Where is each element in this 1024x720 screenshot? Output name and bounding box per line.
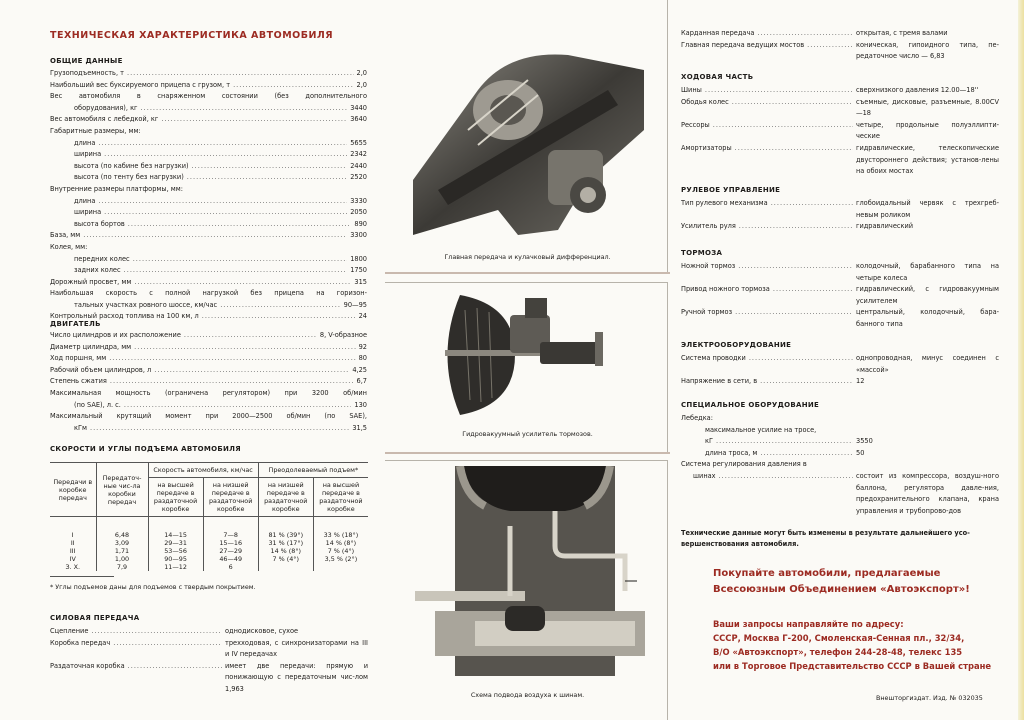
leader-dots [202, 311, 356, 323]
leader-dots [760, 448, 853, 460]
section-title-brakes: ТОРМОЗА [681, 249, 723, 257]
winch-label: Лебедка: [681, 414, 713, 422]
climb-high-cell [313, 563, 368, 571]
spec-value: 8, V-образное [319, 331, 367, 339]
leader-dots [716, 436, 853, 448]
spec-label: Шины [681, 86, 702, 94]
leader-dots [134, 277, 351, 289]
footnote-rule [50, 576, 114, 577]
section-title-speeds: СКОРОСТИ И УГЛЫ ПОДЪЕМА АВТОМОБИЛЯ [50, 445, 241, 453]
spec-row [681, 198, 999, 221]
spec-value: 315 [354, 277, 367, 286]
spec-value: 5655 [350, 138, 367, 147]
differential-illustration [408, 30, 644, 235]
spec-label: кГм [74, 423, 87, 432]
spec-label: Дорожный просвет, мм [50, 277, 132, 286]
spec-label: ширина [74, 150, 102, 159]
winch-force-label: максимальное усилие на тросе, [705, 425, 817, 434]
figure-divider [385, 272, 670, 274]
spec-row [50, 126, 367, 138]
section-title-special: СПЕЦИАЛЬНОЕ ОБОРУДОВАНИЕ [681, 401, 820, 409]
spec-row [50, 388, 367, 400]
spec-row [50, 626, 368, 638]
speed-high-cell: 90—95 [148, 555, 203, 563]
spec-label: Ножной тормоз [681, 262, 736, 270]
speeds-footnote: * Углы подъемов даны для подъемов с твердым покрытием. [50, 583, 256, 591]
leader-dots [133, 254, 348, 266]
table-row [50, 517, 368, 540]
col-header-speed: Скорость автомобиля, км/час [148, 463, 258, 478]
electrical-specs-list [681, 353, 999, 388]
leader-dots [739, 221, 853, 233]
winch-length-value: 50 [856, 448, 865, 457]
climb-low-cell [258, 563, 313, 571]
spec-label: Наибольший вес буксируемого прицепа с грузом, т [50, 80, 231, 89]
climb-high-cell: 33 % (18°) [313, 517, 368, 540]
speed-low-cell: 7—8 [203, 517, 258, 540]
spec-value: 80 [358, 354, 367, 363]
spec-value: коническая, гипоидного типа, пе-редаточное число — 6,83 [856, 40, 999, 61]
speed-high-cell: 29—31 [148, 539, 203, 547]
section-title-transmission: СИЛОВАЯ ПЕРЕДАЧА [50, 614, 140, 622]
spec-value: 4,25 [352, 365, 367, 374]
speed-low-cell: 27—29 [203, 547, 258, 555]
leader-dots [113, 638, 222, 661]
col-header-gear: Передачи в коробке передач [50, 463, 96, 517]
leader-dots [98, 196, 347, 208]
leader-dots [732, 97, 853, 120]
spec-row [50, 400, 367, 412]
spec-row [50, 149, 367, 161]
brakes-specs-list [681, 261, 999, 331]
section-title-engine: ДВИГАТЕЛЬ [50, 320, 101, 328]
leader-dots [161, 114, 347, 126]
spec-value: 3300 [350, 231, 367, 240]
leader-dots [192, 161, 348, 173]
spec-label: Грузоподъемность, т [50, 69, 124, 77]
spec-label: передних колес [74, 254, 130, 263]
subheader-climb-high: на высшей передаче в раздаточной коробке [313, 478, 368, 517]
spec-row [50, 254, 367, 266]
spec-label: База, мм [50, 231, 81, 240]
spec-row [681, 85, 999, 97]
spec-row [50, 172, 367, 184]
climb-low-cell: 81 % (39°) [258, 517, 313, 540]
spec-row [50, 114, 367, 126]
subheader-speed-high: на высшей передаче в раздаточной коробке [148, 478, 203, 517]
spec-row [681, 353, 999, 376]
spec-value: колодочный, барабанного типа на четыре колеса [856, 262, 999, 282]
spec-value: глобоидальный червяк с трехгреб-невым роликом [856, 199, 999, 219]
leader-dots [110, 376, 354, 388]
spec-label: Число цилиндров и их расположение [50, 331, 181, 339]
tire-system-value: состоит из компрессора, воздуш-ного баллона, регулятора давле-ния, предохранительного клапана, крана управления и трубопрово-дов [856, 471, 999, 515]
spec-row [50, 242, 367, 254]
general-specs-list [50, 68, 367, 323]
spec-label: длина [74, 196, 96, 205]
ratio-cell: 1,00 [96, 555, 148, 563]
subheader-climb-low: на низшей передаче в раздаточной коробке [258, 478, 313, 517]
spec-value: 1800 [350, 254, 367, 263]
leader-dots [91, 626, 222, 638]
speed-high-cell: 11—12 [148, 563, 203, 571]
leader-dots [807, 40, 853, 63]
spec-label: тальных участках ровного шоссе, км/час [74, 300, 218, 309]
spec-row [50, 300, 367, 312]
spec-label: Вес автомобиля с лебедкой, кг [50, 115, 159, 124]
section-title-chassis: ХОДОВАЯ ЧАСТЬ [681, 73, 754, 81]
speeds-table [50, 462, 368, 571]
spec-value: имеет две передачи: прямую и понижающую с передаточным чис-лом 1,963 [225, 661, 368, 693]
leader-dots [124, 400, 352, 412]
spec-row [50, 138, 367, 150]
spec-label: Ручной тормоз [681, 308, 733, 317]
spec-value: 6,7 [356, 377, 367, 386]
spec-value: 2,0 [356, 69, 367, 77]
spec-value: 90—95 [343, 300, 367, 309]
table-row [50, 555, 368, 563]
spec-row [681, 376, 999, 388]
gear-cell: З. Х. [65, 563, 81, 571]
leader-dots [749, 353, 853, 376]
section-title-general: ОБЩИЕ ДАННЫЕ [50, 57, 123, 65]
leader-dots [109, 353, 355, 365]
speed-low-cell: 15—16 [203, 539, 258, 547]
spec-value: 890 [354, 219, 367, 228]
spec-value: сверхнизкого давления 12.00—18'' [856, 86, 979, 94]
speed-high-cell: 14—15 [148, 517, 203, 540]
spec-row [50, 91, 367, 103]
winch-force-value: 3550 [856, 437, 873, 446]
spec-label: Главная передача ведущих мостов [681, 40, 805, 49]
engine-specs-list [50, 330, 367, 434]
spec-value: 24 [358, 312, 367, 321]
col-header-climb: Преодолеваемый подъем* [258, 463, 368, 478]
spec-row [50, 265, 367, 277]
spec-value: гидравлические, телескопические двустороннего действия; установ-лены на обоих мостах [856, 143, 999, 176]
spec-row [50, 423, 367, 435]
speed-high-cell: 53—56 [148, 547, 203, 555]
spec-label: Привод ножного тормоза [681, 285, 770, 294]
caption-brake-booster: Гидровакуумный усилитель тормозов. [462, 430, 593, 438]
spec-value: центральный, колодочный, бара-банного типа [856, 308, 999, 328]
climb-high-cell: 14 % (8°) [313, 539, 368, 547]
table-row [50, 563, 368, 571]
leader-dots [735, 143, 853, 178]
leader-dots [98, 138, 347, 150]
leader-dots [220, 300, 340, 312]
spec-value: однопроводная, минус соединен с «массой» [856, 354, 999, 374]
speed-low-cell: 6 [203, 563, 258, 571]
spec-label: высота (по кабине без нагрузки) [74, 161, 189, 170]
gear-cell: IV [69, 555, 76, 563]
table-row [50, 539, 368, 547]
spec-row [50, 638, 368, 661]
tire-air-system-illustration [415, 466, 645, 681]
leader-dots [771, 198, 853, 221]
spec-label: Усилитель руля [681, 222, 736, 231]
spec-row [50, 342, 367, 354]
leader-dots [187, 172, 347, 184]
climb-low-cell: 7 % (4°) [258, 555, 313, 563]
leader-dots [735, 307, 853, 330]
publisher-imprint: Внешторгиздат. Изд. № 032035 [876, 694, 983, 702]
spec-value: открытая, с тремя валами [856, 29, 948, 37]
climb-low-cell: 14 % (8°) [258, 547, 313, 555]
special-specs-list [681, 413, 999, 517]
tire-system-label-cont: шинах [693, 471, 716, 480]
spec-value: однодисковое, сухое [225, 627, 299, 635]
ratio-cell: 3,09 [96, 539, 148, 547]
spec-value: 31,5 [352, 423, 367, 432]
spec-row [50, 277, 367, 289]
spec-label: Амортизаторы [681, 143, 732, 152]
leader-dots [757, 28, 853, 40]
ratio-cell: 6,48 [96, 517, 148, 540]
leader-dots [705, 85, 853, 97]
leader-dots [104, 207, 347, 219]
steering-specs-list [681, 198, 999, 233]
spec-row [50, 230, 367, 242]
leader-dots [773, 284, 853, 307]
promo-line-2: Всесоюзным Объединением «Автоэкспорт»! [713, 584, 970, 595]
leader-dots [124, 265, 348, 277]
spec-row [681, 28, 999, 40]
leader-dots [184, 330, 317, 342]
leader-dots [233, 80, 353, 92]
spec-value: гидравлический, с гидровакуумным усилителем [856, 285, 999, 305]
leader-dots [128, 661, 222, 696]
figure-divider [385, 452, 670, 454]
spec-value: 92 [358, 342, 367, 351]
leader-dots [127, 68, 354, 80]
spec-label: высота (по тенту без нагрузки) [74, 173, 184, 182]
address-line-1: Ваши запросы направляйте по адресу: [713, 619, 904, 629]
leader-dots [719, 471, 853, 517]
leader-dots [104, 149, 347, 161]
right-page-edge [1018, 0, 1024, 720]
spec-label: Рабочий объем цилиндров, л [50, 365, 152, 374]
spec-label: Карданная передача [681, 29, 755, 37]
transmission-specs-list [50, 626, 368, 696]
promo-headline [713, 566, 970, 598]
spec-row [50, 184, 367, 196]
spec-value: трехходовая, с синхронизаторами на III и IV передачах [225, 638, 368, 659]
winch-length-label: длина троса, м [705, 448, 758, 457]
spec-label: Габаритные размеры, мм: [50, 126, 141, 135]
climb-low-cell: 31 % (17°) [258, 539, 313, 547]
spec-row [50, 103, 367, 115]
spec-row [50, 330, 367, 342]
ratio-cell: 1,71 [96, 547, 148, 555]
climb-high-cell: 7 % (4°) [313, 547, 368, 555]
spec-label: Ободья колес [681, 97, 729, 106]
spec-row [681, 40, 999, 63]
spec-row [50, 196, 367, 208]
winch-force-unit: кГ [705, 437, 714, 446]
speed-low-cell: 46—49 [203, 555, 258, 563]
spec-label: ширина [74, 208, 102, 217]
spec-row [681, 97, 999, 120]
spec-row [50, 288, 367, 300]
spec-label: Раздаточная коробка [50, 661, 125, 670]
spec-value: 2050 [350, 208, 367, 217]
spec-row [681, 284, 999, 307]
ratio-cell: 7,9 [96, 563, 148, 571]
section-title-electrical: ЭЛЕКТРООБОРУДОВАНИЕ [681, 341, 792, 349]
climb-high-cell: 3,5 % (2°) [313, 555, 368, 563]
address-line-2: СССР, Москва Г-200, Смоленская-Сенная пл., 32/34, [713, 633, 965, 643]
spec-value: четыре, продольные полуэллипти-ческие [856, 120, 999, 141]
leader-dots [738, 261, 853, 284]
spec-row [681, 143, 999, 178]
spec-label: Ход поршня, мм [50, 354, 107, 363]
address-line-3: В/О «Автоэкспорт», телефон 244-28-48, телекс 135 [713, 647, 963, 657]
spec-row [50, 411, 367, 423]
spec-label: Рессоры [681, 120, 710, 129]
spec-label: (по SAE), л. с. [74, 400, 121, 409]
spec-label: Диаметр цилиндра, мм [50, 342, 132, 351]
spec-value: 2520 [350, 173, 367, 182]
spec-label: Сцепление [50, 627, 89, 635]
caption-tire-air-system: Схема подвода воздуха к шинам. [470, 691, 585, 699]
spec-value: 2440 [350, 161, 367, 170]
spec-row [50, 661, 368, 696]
spec-label: Вес автомобиля в снаряженном состоянии (без дополнительного [50, 92, 367, 101]
spec-value: съемные, дисковые, разъемные, 8.00CV—18 [856, 97, 999, 118]
leader-dots [83, 230, 347, 242]
section-title-steering: РУЛЕВОЕ УПРАВЛЕНИЕ [681, 186, 781, 194]
chassis-specs-list [681, 85, 999, 178]
promo-line-1: Покупайте автомобили, предлагаемые [713, 568, 941, 579]
spec-value: гидравлический [856, 222, 914, 231]
spec-label: Система проводки [681, 354, 746, 362]
spec-value: 1750 [350, 266, 367, 275]
spec-row [50, 207, 367, 219]
spec-label: высота бортов [74, 219, 125, 228]
gear-cell: II [70, 539, 75, 547]
leader-dots [760, 376, 853, 388]
spec-label: задних колес [74, 266, 121, 275]
leader-dots [141, 103, 348, 115]
leader-dots [154, 365, 349, 377]
leader-dots [90, 423, 349, 435]
contact-address [713, 617, 991, 673]
spec-label: длина [74, 138, 96, 147]
spec-label: Коробка передач [50, 638, 111, 647]
spec-label: Наибольшая скорость с полной нагрузкой без прицепа на горизон- [50, 289, 367, 298]
leader-dots [713, 120, 853, 143]
disclaimer-note: Технические данные могут быть изменены в результате дальнейшего усо-вершенствования автомобиля. [681, 529, 970, 549]
spec-row [50, 219, 367, 231]
spec-value: 2342 [350, 150, 367, 159]
gear-cell: III [69, 547, 76, 555]
spec-label: Степень сжатия [50, 377, 107, 386]
spec-label: Внутренние размеры платформы, мм: [50, 184, 183, 193]
spec-label: Колея, мм: [50, 242, 88, 251]
gear-cell: I [71, 531, 74, 539]
document-title: ТЕХНИЧЕСКАЯ ХАРАКТЕРИСТИКА АВТОМОБИЛЯ [50, 30, 334, 41]
spec-label: Тип рулевого механизма [681, 199, 768, 207]
spec-value: 3440 [350, 103, 367, 112]
spec-value: 2,0 [356, 80, 367, 89]
spec-label: Максимальный крутящий момент при 2000—2500 об/мин (по SAE), [50, 412, 367, 421]
drive-specs-list [681, 28, 999, 63]
spec-value: 3640 [350, 115, 367, 124]
table-row [50, 547, 368, 555]
spec-value: 3330 [350, 196, 367, 205]
spec-value: 12 [856, 377, 865, 386]
spec-row [50, 353, 367, 365]
spec-value: 130 [354, 400, 367, 409]
spec-row [50, 80, 367, 92]
spec-row [50, 68, 367, 80]
spec-row [50, 161, 367, 173]
leader-dots [134, 342, 355, 354]
spec-label: Максимальная мощность (ограничена регулятором) при 3200 об/мин [50, 388, 367, 397]
tire-system-label: Система регулирования давления в [681, 460, 807, 469]
spec-row [50, 365, 367, 377]
spec-label: Напряжение в сети, в [681, 377, 758, 386]
spec-row [681, 261, 999, 284]
spec-row [681, 221, 999, 233]
spec-row [681, 307, 999, 330]
caption-differential: Главная передача и кулачковый дифференциал. [444, 253, 611, 261]
leader-dots [128, 219, 352, 231]
spec-row [681, 120, 999, 143]
col-header-ratio: Передаточ-ные чис-ла коробки передач [96, 463, 148, 517]
spec-label: Контрольный расход топлива на 100 км, л [50, 312, 199, 321]
address-line-4: или в Торговое Представительство СССР в Вашей стране [713, 661, 992, 671]
spec-label: оборудования), кг [74, 103, 138, 112]
brake-booster-illustration [445, 290, 615, 420]
spec-row [50, 376, 367, 388]
subheader-speed-low: на низшей передаче в раздаточной коробке [203, 478, 258, 517]
